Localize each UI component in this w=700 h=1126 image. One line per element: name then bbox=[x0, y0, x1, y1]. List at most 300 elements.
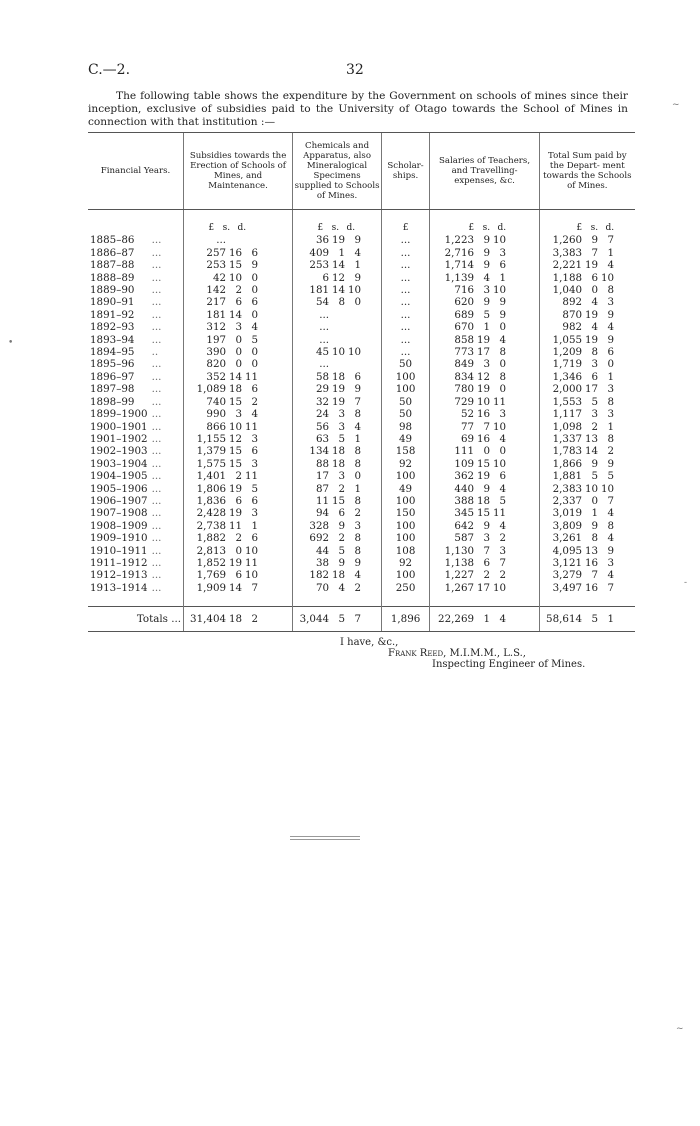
leader-dots: ... bbox=[151, 408, 162, 421]
salaries-cell bbox=[430, 346, 540, 358]
subsidies-pounds: 390 bbox=[206, 346, 227, 359]
total-pounds: 1,188 bbox=[552, 271, 583, 284]
subsidies-pounds: 1,836 bbox=[196, 494, 227, 507]
chemicals-pounds: 134 bbox=[309, 445, 330, 458]
subsidies-shillings: 3 bbox=[235, 408, 243, 421]
salaries-pounds: 111 bbox=[454, 445, 475, 458]
totals-label: Totals ... bbox=[88, 607, 184, 632]
table-row bbox=[88, 296, 635, 308]
total-pounds: 1,117 bbox=[552, 408, 583, 421]
total-pounds: 1,260 bbox=[552, 234, 583, 247]
chemicals-pounds: 17 bbox=[315, 470, 330, 483]
subsidies-cell bbox=[184, 458, 293, 470]
unit-shillings: s. bbox=[590, 223, 599, 233]
subsidies-pence: 9 bbox=[251, 259, 259, 272]
salaries-pence: 3 bbox=[499, 544, 507, 557]
subsidies-pounds: 866 bbox=[206, 420, 227, 433]
subsidies-pence: 2 bbox=[251, 395, 259, 408]
subsidies-pounds: 1,401 bbox=[196, 470, 227, 483]
leader-dots: ... bbox=[151, 259, 162, 272]
salaries-pence: 4 bbox=[499, 519, 507, 532]
subsidies-pence: 5 bbox=[251, 482, 259, 495]
subsidies-pounds: 1,769 bbox=[196, 569, 227, 582]
subsidies-pounds: 2,738 bbox=[196, 519, 227, 532]
salaries-pence: 3 bbox=[499, 246, 507, 259]
subsidies-pence: 11 bbox=[244, 370, 259, 383]
salaries-pounds: 773 bbox=[454, 346, 475, 359]
chemicals-shillings: 14 bbox=[331, 259, 346, 272]
subsidies-pounds: 197 bbox=[206, 333, 227, 346]
subsidies-pounds: 1,575 bbox=[196, 457, 227, 470]
chemicals-pounds: ... bbox=[319, 321, 330, 334]
chemicals-pence: 0 bbox=[354, 296, 362, 309]
intro-text: The following table shows the expenditure by the Government on schools of mines since their inception, exclusive of subsidies paid to the University of Otago towards the School of Mines in connection with that institution :— bbox=[88, 90, 628, 128]
salaries-pence: 0 bbox=[499, 358, 507, 371]
salaries-pence: 9 bbox=[499, 308, 507, 321]
subsidies-pounds: 1,806 bbox=[196, 482, 227, 495]
total-cell bbox=[540, 321, 635, 333]
total-cell bbox=[540, 284, 635, 296]
subsidies-shillings: 15 bbox=[228, 259, 243, 272]
subsidies-pence: 11 bbox=[244, 556, 259, 569]
table-row bbox=[88, 234, 635, 246]
chemicals-pounds: 45 bbox=[315, 346, 330, 359]
total-cell bbox=[540, 334, 635, 346]
salaries-pounds: 849 bbox=[454, 358, 475, 371]
chemicals-cell bbox=[293, 247, 382, 259]
total-pounds: 1,783 bbox=[552, 445, 583, 458]
total-pence: 0 bbox=[607, 358, 615, 371]
total-pence: 3 bbox=[607, 383, 615, 396]
salaries-cell bbox=[430, 284, 540, 296]
total-shillings: 8 bbox=[591, 532, 599, 545]
year-cell: 1913–1914 bbox=[90, 581, 148, 594]
totals-row bbox=[88, 607, 635, 632]
table-row bbox=[88, 569, 635, 581]
leader-dots: ... bbox=[151, 470, 162, 483]
salaries-pence: 10 bbox=[492, 581, 507, 594]
chemicals-shillings: 2 bbox=[338, 532, 346, 545]
total-chemicals-pounds: 3,044 bbox=[299, 613, 330, 626]
page-number: 32 bbox=[346, 62, 364, 78]
scholarships-cell: ... bbox=[382, 296, 430, 308]
total-cell bbox=[540, 569, 635, 581]
total-shillings: 5 bbox=[591, 470, 599, 483]
leader-dots: ... bbox=[151, 296, 162, 309]
intro-paragraph bbox=[88, 90, 628, 129]
subsidies-cell bbox=[184, 433, 293, 445]
leader-dots: ... bbox=[151, 457, 162, 470]
salaries-shillings: 7 bbox=[483, 420, 491, 433]
leader-dots: ... bbox=[151, 284, 162, 297]
total-pence: 6 bbox=[607, 346, 615, 359]
subsidies-cell bbox=[184, 582, 293, 594]
total-salaries-pounds: 22,269 bbox=[438, 613, 475, 626]
salaries-pence: 8 bbox=[499, 370, 507, 383]
salaries-pounds: 1,139 bbox=[444, 271, 475, 284]
total-pounds: 1,553 bbox=[552, 395, 583, 408]
chemicals-pounds: 70 bbox=[315, 581, 330, 594]
salaries-pounds: 1,227 bbox=[444, 569, 475, 582]
total-cell bbox=[540, 421, 635, 433]
table-row bbox=[88, 371, 635, 383]
chemicals-pounds: 24 bbox=[315, 408, 330, 421]
leader-dots: ... bbox=[151, 358, 162, 371]
leader-dots: ... bbox=[151, 532, 162, 545]
total-sum-shillings: 5 bbox=[591, 613, 599, 626]
total-pounds: 2,000 bbox=[552, 383, 583, 396]
scholarships-cell: 50 bbox=[382, 408, 430, 420]
chemicals-cell bbox=[293, 569, 382, 581]
subsidies-shillings: 10 bbox=[228, 271, 243, 284]
subsidies-shillings: 14 bbox=[228, 308, 243, 321]
chemicals-pounds: 54 bbox=[315, 296, 330, 309]
salaries-cell bbox=[430, 470, 540, 482]
chemicals-cell bbox=[293, 458, 382, 470]
subsidies-pounds: 257 bbox=[206, 246, 227, 259]
salaries-pence: 3 bbox=[499, 408, 507, 421]
chemicals-cell bbox=[293, 396, 382, 408]
table-body bbox=[88, 210, 635, 595]
subsidies-shillings: 3 bbox=[235, 321, 243, 334]
total-pence: 4 bbox=[607, 532, 615, 545]
salaries-pence: 4 bbox=[499, 432, 507, 445]
leader-dots: ... bbox=[151, 432, 162, 445]
subsidies-pence: 3 bbox=[251, 457, 259, 470]
salaries-pence: 10 bbox=[492, 284, 507, 297]
year-cell: 1889–90 bbox=[90, 284, 135, 297]
scholarships-cell: ... bbox=[382, 334, 430, 346]
scholarships-cell: 100 bbox=[382, 495, 430, 507]
year-cell: 1888–89 bbox=[90, 271, 135, 284]
total-pounds: 1,337 bbox=[552, 432, 583, 445]
chemicals-pounds: 38 bbox=[315, 556, 330, 569]
total-pounds: 3,279 bbox=[552, 569, 583, 582]
leader-dots: ... bbox=[151, 333, 162, 346]
total-cell bbox=[540, 309, 635, 321]
year-cell: 1887–88 bbox=[90, 259, 135, 272]
leader-dots: ... bbox=[151, 271, 162, 284]
chemicals-cell bbox=[293, 507, 382, 519]
leader-dots: ... bbox=[151, 234, 162, 247]
scholarships-cell: 49 bbox=[382, 433, 430, 445]
subsidies-pounds: 990 bbox=[206, 408, 227, 421]
scholarships-cell: 98 bbox=[382, 421, 430, 433]
chemicals-pence: 10 bbox=[347, 346, 362, 359]
subsidies-cell bbox=[184, 495, 293, 507]
subsidies-shillings: 14 bbox=[228, 370, 243, 383]
total-pence: 5 bbox=[607, 470, 615, 483]
unit-shillings: s. bbox=[222, 223, 231, 233]
subsidies-pence: 3 bbox=[251, 432, 259, 445]
year-cell: 1912–1913 bbox=[90, 569, 148, 582]
table-row bbox=[88, 346, 635, 358]
spacer-row bbox=[88, 210, 635, 223]
subsidies-pence: 6 bbox=[251, 445, 259, 458]
salaries-pence: 10 bbox=[492, 234, 507, 247]
subsidies-shillings: 0 bbox=[235, 358, 243, 371]
unit-shillings: s. bbox=[482, 223, 491, 233]
leader-dots: ... bbox=[151, 569, 162, 582]
total-pence: 8 bbox=[607, 519, 615, 532]
chemicals-cell bbox=[293, 557, 382, 569]
salaries-shillings: 17 bbox=[476, 346, 491, 359]
unit-pounds: £ bbox=[208, 223, 215, 233]
chemicals-shillings: 5 bbox=[338, 432, 346, 445]
subsidies-cell bbox=[184, 557, 293, 569]
total-cell bbox=[540, 346, 635, 358]
chemicals-pence: 7 bbox=[354, 395, 362, 408]
leader-dots: ... bbox=[151, 482, 162, 495]
chemicals-pence: 2 bbox=[354, 581, 362, 594]
signature-greeting: I have, &c., bbox=[340, 637, 399, 648]
table-row bbox=[88, 247, 635, 259]
total-pounds: 3,497 bbox=[552, 581, 583, 594]
chemicals-pounds: 692 bbox=[309, 532, 330, 545]
subsidies-pounds: 142 bbox=[206, 284, 227, 297]
chemicals-pence: 1 bbox=[354, 259, 362, 272]
total-cell bbox=[540, 582, 635, 594]
leader-dots: ... bbox=[151, 556, 162, 569]
total-pence: 4 bbox=[607, 321, 615, 334]
leader-dots: ... bbox=[151, 395, 162, 408]
salaries-shillings: 18 bbox=[476, 494, 491, 507]
chemicals-shillings: 12 bbox=[331, 271, 346, 284]
chemicals-pounds: 58 bbox=[315, 370, 330, 383]
unit-pounds: £ bbox=[402, 223, 409, 233]
chemicals-pounds: 182 bbox=[309, 569, 330, 582]
total-chemicals-pence: 7 bbox=[354, 613, 362, 626]
subsidies-pence: 4 bbox=[251, 321, 259, 334]
chemicals-pence: 1 bbox=[354, 432, 362, 445]
subsidies-shillings: 18 bbox=[228, 383, 243, 396]
total-shillings: 5 bbox=[591, 395, 599, 408]
total-pence: 7 bbox=[607, 581, 615, 594]
total-shillings: 4 bbox=[591, 296, 599, 309]
chemicals-pence: 8 bbox=[354, 457, 362, 470]
margin-mark: ~ bbox=[672, 100, 680, 110]
chemicals-cell bbox=[293, 296, 382, 308]
total-salaries-shillings: 1 bbox=[483, 613, 491, 626]
subsidies-cell bbox=[184, 334, 293, 346]
chemicals-pounds: 32 bbox=[315, 395, 330, 408]
chemicals-pounds: 409 bbox=[309, 246, 330, 259]
total-pence: 4 bbox=[607, 259, 615, 272]
unit-pence: d. bbox=[346, 223, 356, 233]
chemicals-pounds: ... bbox=[319, 333, 330, 346]
total-pence: 7 bbox=[607, 234, 615, 247]
header-chemicals: Chemicals and Apparatus, also Mineralogical Specimens supplied to Schools of Mines. bbox=[293, 133, 382, 210]
chemicals-shillings: 18 bbox=[331, 370, 346, 383]
subsidies-shillings: 11 bbox=[228, 519, 243, 532]
total-shillings: 16 bbox=[584, 556, 599, 569]
chemicals-pounds: 94 bbox=[315, 507, 330, 520]
chemicals-shillings: 1 bbox=[338, 246, 346, 259]
total-pence: 8 bbox=[607, 395, 615, 408]
salaries-shillings: 12 bbox=[476, 370, 491, 383]
subsidies-pounds: 181 bbox=[206, 308, 227, 321]
salaries-pence: 10 bbox=[492, 457, 507, 470]
scholarships-cell: 150 bbox=[382, 507, 430, 519]
chemicals-cell bbox=[293, 284, 382, 296]
chemicals-pence: 8 bbox=[354, 408, 362, 421]
table-row bbox=[88, 545, 635, 557]
salaries-pence: 11 bbox=[492, 507, 507, 520]
total-cell bbox=[540, 557, 635, 569]
chemicals-shillings: 18 bbox=[331, 457, 346, 470]
salaries-shillings: 1 bbox=[483, 321, 491, 334]
subsidies-shillings: 16 bbox=[228, 246, 243, 259]
leader-dots: ... bbox=[151, 321, 162, 334]
subsidies-cell bbox=[184, 296, 293, 308]
subsidies-cell bbox=[184, 358, 293, 370]
year-cell: 1911–1912 bbox=[90, 556, 148, 569]
subsidies-cell bbox=[184, 272, 293, 284]
year-cell: 1893–94 bbox=[90, 333, 135, 346]
subsidies-pounds: 352 bbox=[206, 370, 227, 383]
salaries-pounds: 69 bbox=[460, 432, 475, 445]
total-shillings: 2 bbox=[591, 420, 599, 433]
salaries-pounds: 345 bbox=[454, 507, 475, 520]
chemicals-cell bbox=[293, 334, 382, 346]
total-cell bbox=[540, 383, 635, 395]
margin-mark: • bbox=[8, 338, 14, 348]
salaries-cell bbox=[430, 272, 540, 284]
salaries-cell bbox=[430, 334, 540, 346]
chemicals-cell bbox=[293, 321, 382, 333]
salaries-shillings: 15 bbox=[476, 457, 491, 470]
table-row bbox=[88, 520, 635, 532]
leader-dots: ... bbox=[151, 370, 162, 383]
subsidies-pence: 10 bbox=[244, 569, 259, 582]
scholarships-cell: 50 bbox=[382, 396, 430, 408]
salaries-cell bbox=[430, 532, 540, 544]
chemicals-pence: 2 bbox=[354, 507, 362, 520]
total-shillings: 0 bbox=[591, 494, 599, 507]
salaries-pounds: 834 bbox=[454, 370, 475, 383]
year-cell: 1910–1911 bbox=[90, 544, 148, 557]
subsidies-cell bbox=[184, 483, 293, 495]
salaries-shillings: 17 bbox=[476, 581, 491, 594]
scholarships-cell: 50 bbox=[382, 358, 430, 370]
chemicals-cell bbox=[293, 371, 382, 383]
total-pounds: 3,019 bbox=[552, 507, 583, 520]
subsidies-pence: 11 bbox=[244, 420, 259, 433]
subsidies-shillings: 2 bbox=[235, 284, 243, 297]
chemicals-pounds: 87 bbox=[315, 482, 330, 495]
subsidies-cell bbox=[184, 321, 293, 333]
table-row bbox=[88, 321, 635, 333]
chemicals-pence: 4 bbox=[354, 569, 362, 582]
total-pence: 4 bbox=[607, 569, 615, 582]
total-shillings: 9 bbox=[591, 519, 599, 532]
subsidies-pence: 0 bbox=[251, 346, 259, 359]
total-pence: 9 bbox=[607, 333, 615, 346]
salaries-pounds: 2,716 bbox=[444, 246, 475, 259]
salaries-pence: 4 bbox=[499, 482, 507, 495]
chemicals-pence: 8 bbox=[354, 544, 362, 557]
chemicals-cell bbox=[293, 346, 382, 358]
scholarships-cell: 92 bbox=[382, 458, 430, 470]
subsidies-cell bbox=[184, 520, 293, 532]
chemicals-pounds: 11 bbox=[315, 494, 330, 507]
chemicals-shillings: 8 bbox=[338, 296, 346, 309]
chemicals-pence: 6 bbox=[354, 370, 362, 383]
salaries-cell bbox=[430, 569, 540, 581]
chemicals-shillings: 6 bbox=[338, 507, 346, 520]
subsidies-pounds: 1,379 bbox=[196, 445, 227, 458]
total-pence: 3 bbox=[607, 556, 615, 569]
leader-dots: ... bbox=[151, 507, 162, 520]
subsidies-pounds: 1,882 bbox=[196, 532, 227, 545]
total-cell bbox=[540, 358, 635, 370]
total-pence: 9 bbox=[607, 544, 615, 557]
salaries-pounds: 388 bbox=[454, 494, 475, 507]
subsidies-cell bbox=[184, 396, 293, 408]
subsidies-cell bbox=[184, 470, 293, 482]
total-pence: 9 bbox=[607, 457, 615, 470]
scholarships-cell: 100 bbox=[382, 383, 430, 395]
scholarships-cell: 100 bbox=[382, 532, 430, 544]
unit-pence: d. bbox=[497, 223, 507, 233]
total-subsidies-pence: 2 bbox=[251, 613, 259, 626]
total-shillings: 4 bbox=[591, 321, 599, 334]
table-row bbox=[88, 284, 635, 296]
subsidies-pence: 0 bbox=[251, 358, 259, 371]
salaries-pounds: 1,130 bbox=[444, 544, 475, 557]
total-pounds: 1,346 bbox=[552, 370, 583, 383]
chemicals-pounds: 328 bbox=[309, 519, 330, 532]
total-pounds: 1,881 bbox=[552, 470, 583, 483]
subsidies-pence: 6 bbox=[251, 494, 259, 507]
bottom-rule bbox=[290, 839, 360, 840]
chemicals-cell bbox=[293, 433, 382, 445]
total-pence: 1 bbox=[607, 370, 615, 383]
subsidies-shillings: 19 bbox=[228, 482, 243, 495]
scholarships-cell: ... bbox=[382, 234, 430, 246]
leader-dots: ... bbox=[151, 308, 162, 321]
chemicals-shillings: 18 bbox=[331, 445, 346, 458]
total-shillings: 19 bbox=[584, 308, 599, 321]
chemicals-cell bbox=[293, 520, 382, 532]
subsidies-pounds: 312 bbox=[206, 321, 227, 334]
subsidies-cell bbox=[184, 259, 293, 271]
chemicals-cell bbox=[293, 470, 382, 482]
total-shillings: 7 bbox=[591, 246, 599, 259]
chemicals-pence: 8 bbox=[354, 494, 362, 507]
chemicals-cell bbox=[293, 408, 382, 420]
salaries-shillings: 10 bbox=[476, 395, 491, 408]
table-row bbox=[88, 334, 635, 346]
salaries-pounds: 1,267 bbox=[444, 581, 475, 594]
chemicals-shillings: 3 bbox=[338, 470, 346, 483]
total-pounds: 3,809 bbox=[552, 519, 583, 532]
scholarships-cell: ... bbox=[382, 284, 430, 296]
total-pounds: 892 bbox=[562, 296, 583, 309]
table-row bbox=[88, 408, 635, 420]
salaries-pence: 11 bbox=[492, 395, 507, 408]
scholarships-cell: 100 bbox=[382, 470, 430, 482]
year-cell: 1900–1901 bbox=[90, 420, 148, 433]
salaries-pence: 6 bbox=[499, 259, 507, 272]
subsidies-pounds: 820 bbox=[206, 358, 227, 371]
total-pounds: 4,095 bbox=[552, 544, 583, 557]
header-scholarships: Scholar- ships. bbox=[382, 133, 430, 210]
salaries-pence: 0 bbox=[499, 383, 507, 396]
table-row bbox=[88, 557, 635, 569]
subsidies-cell bbox=[184, 569, 293, 581]
salaries-cell bbox=[430, 358, 540, 370]
